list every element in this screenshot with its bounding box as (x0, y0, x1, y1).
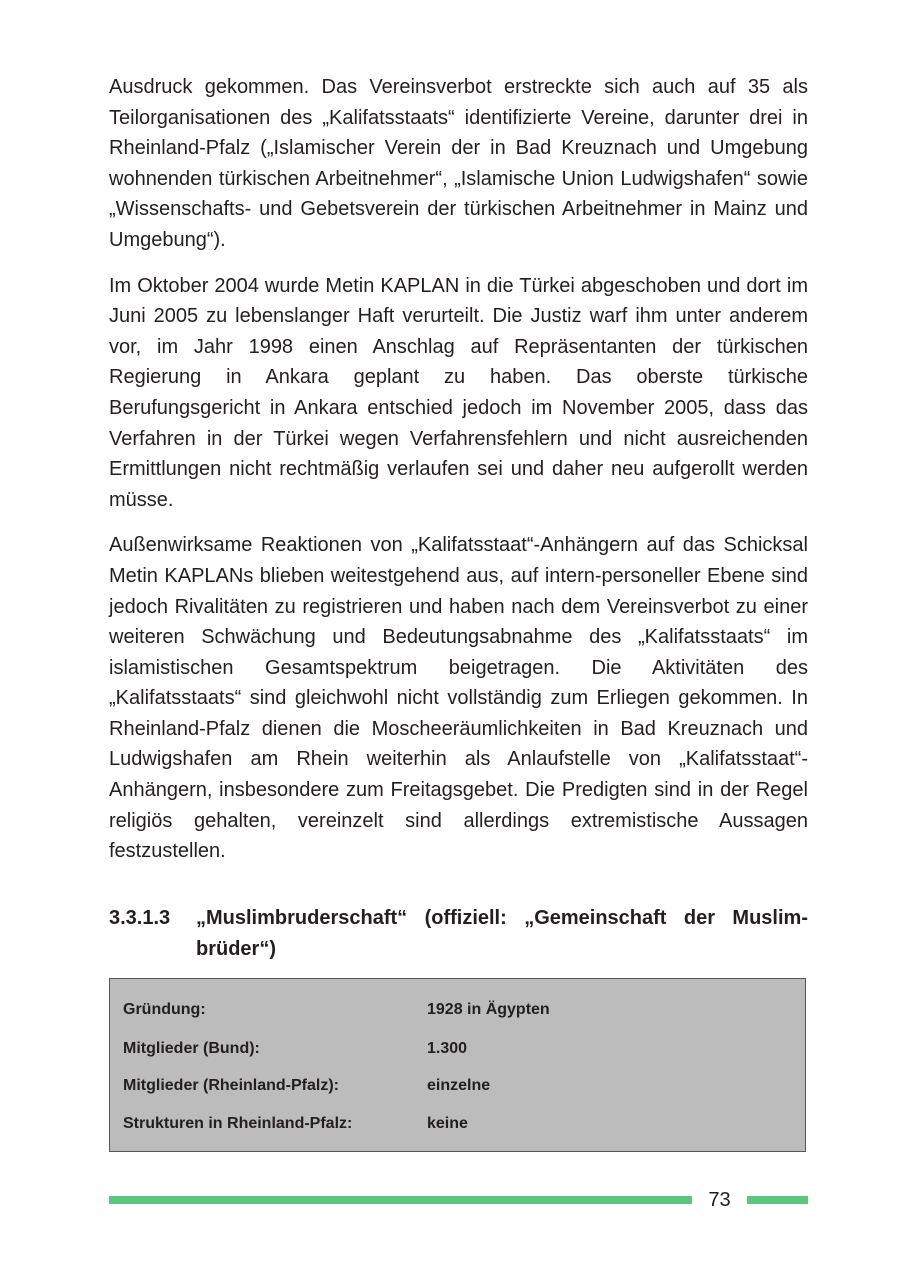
paragraph-2: Im Oktober 2004 wurde Metin KAPLAN in die Türkei abgeschoben und dort im Juni 2005 zu lebenslanger Haft verurteilt. Die Justiz warf ihm unter anderem vor, im Jahr 1998 einen Anschlag auf Repräsentanten der türkischen Regierung in Ankara geplant zu haben. Das oberste türkische Berufungsgericht in Ankara entschied jedoch im November 2005, dass das Verfahren in der Türkei wegen Verfahrensfehlern und nicht ausreichenden Ermittlungen nicht rechtmäßig verlaufen sei und daher neu aufgerollt werden müsse. (109, 274, 808, 511)
fact-label: Mitglieder (Bund): (123, 1040, 260, 1057)
fact-value: keine (427, 1115, 468, 1132)
fact-value: 1928 in Ägypten (427, 1001, 550, 1018)
fact-value: einzelne (427, 1077, 491, 1094)
fact-value: 1.300 (427, 1040, 468, 1057)
paragraph-3: Außenwirksame Reaktionen von „Kalifatsstaat“-Anhängern auf das Schicksal Metin KAPLANs blieben weitestgehend aus, auf intern-personeller Ebene sind jedoch Rivalitäten zu registrieren und haben nach dem Vereinsverbot zu einer weiteren Schwächung und Bedeutungsabnahme des „Kalifatsstaats“ im islamistischen Gesamtspektrum beigetragen. Die Aktivitäten des „Kalifatsstaats“ sind gleichwohl nicht vollständig zum Erliegen gekommen. In Rheinland-Pfalz dienen die Moscheeräumlichkeiten in Bad Kreuznach und Ludwigshafen am Rhein weiterhin als Anlaufstelle von „Kalifatsstaat“-Anhängern, insbesondere zum Freitagsgebet. Die Predigten sind in der Regel religiös gehalten, vereinzelt sind allerdings extremistische Aussagen festzustellen. (109, 534, 808, 863)
page-number: 73 (708, 1189, 731, 1211)
paragraph-1: Ausdruck gekommen. Das Vereinsverbot erstreckte sich auch auf 35 als Teilorganisationen des „Kalifatsstaats“ identifizierte Vereine, darunter drei in Rheinland-Pfalz („Islamischer Verein der in Bad Kreuznach und Umgebung wohnenden türkischen Arbeitnehmer“, „Islamische Union Ludwigshafen“ sowie „Wissenschafts- und Gebetsverein der türkischen Arbeitnehmer in Mainz und Umgebung“). (109, 76, 808, 251)
fact-label: Gründung: (123, 1001, 206, 1018)
section-title: „Muslimbruderschaft“ (offiziell: „Gemeinschaft der Muslimbrüder“) (196, 907, 808, 960)
section-heading (109, 903, 808, 965)
footer-rule-left (109, 1196, 692, 1204)
fact-label: Mitglieder (Rheinland-Pfalz): (123, 1077, 339, 1094)
body-text (109, 72, 808, 882)
section-number: 3.3.1.3 (109, 907, 171, 929)
footer-rule-right (747, 1196, 808, 1204)
fact-label: Strukturen in Rheinland-Pfalz: (123, 1115, 353, 1132)
fact-box (109, 978, 806, 1152)
